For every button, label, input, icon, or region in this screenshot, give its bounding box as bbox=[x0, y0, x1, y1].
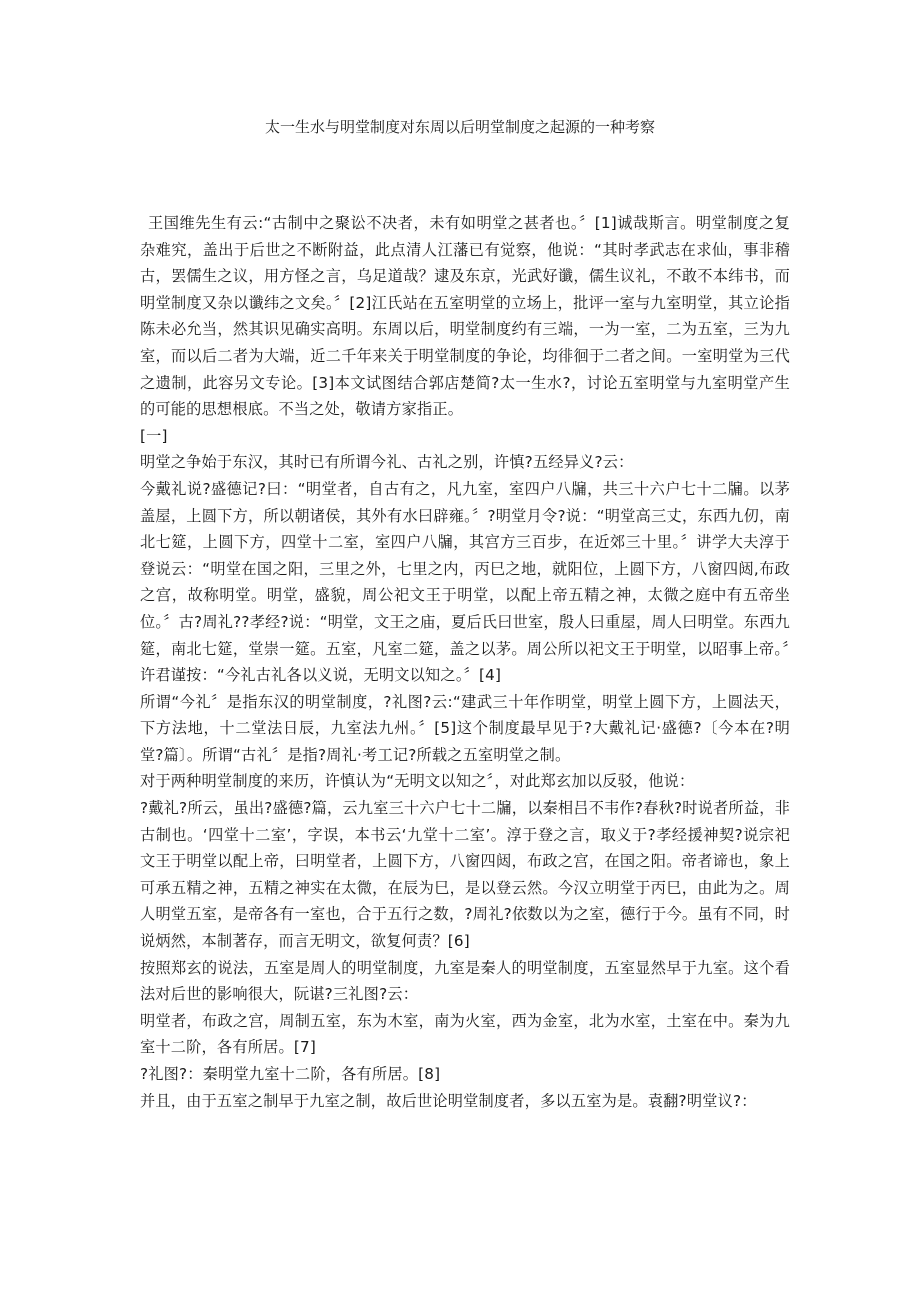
paragraph-7: 按照郑玄的说法，五室是周人的明堂制度，九室是秦人的明堂制度，五室显然早于九室。这个看法对后世的影响很大，阮谌?三礼图?云： bbox=[140, 958, 790, 1004]
paragraph-9: ?礼图?：秦明堂九室十二阶，各有所居。[8] bbox=[140, 1065, 441, 1083]
paragraph-10: 并且，由于五室之制早于九室之制，故后世论明堂制度者，多以五室为是。袁翻?明堂议?： bbox=[140, 1091, 757, 1110]
document-body bbox=[140, 210, 790, 1114]
paragraph-2: 明堂之争始于东汉，其时已有所谓今礼、古礼之别，许慎?五经异义?云： bbox=[140, 453, 634, 472]
paragraph-6: ?戴礼?所云，虽出?盛德?篇，云九室三十六户七十二牖，以秦相吕不韦作?春秋?时说者所益，非古制也。‘四堂十二室’，字误，本书云‘九堂十二室’。淳于登之言，取义于?孝经援神契?说宗祀文王于明堂以配上帝，曰明堂者，上圆下方，八窗四闼，布政之宫，在国之阳。帝者谛也，象上可承五精之神，五精之神实在太微，在辰为巳，是以登云然。今汉立明堂于丙巳，由此为之。周人明堂五室，是帝各有一室也，合于五行之数，?周礼?依数以为之室，德行于今。虽有不同，时说炳然，本制著存，而言无明文，欲复何责？[6] bbox=[140, 799, 790, 951]
document-title: 太一生水与明堂制度对东周以后明堂制度之起源的一种考察 bbox=[264, 118, 655, 136]
paragraph-5: 对于两种明堂制度的来历，许慎认为“无明文以知之〞，对此郑玄加以反驳，他说： bbox=[140, 772, 695, 791]
paragraph-8: 明堂者，布政之宫，周制五室，东为木室，南为火室，西为金室，北为水室，土室在中。秦为九室十二阶，各有所居。[7] bbox=[140, 1011, 790, 1057]
section-heading: [一] bbox=[140, 426, 168, 445]
paragraph-4: 所谓“今礼〞是指东汉的明堂制度，?礼图?云:“建武三十年作明堂，明堂上圆下方，上圆法天，下方法地，十二堂法日辰，九室法九州。〞[5]这个制度最早见于?大戴礼记·盛德?〔今本在?明堂?篇〕。所谓“古礼〞是指?周礼·考工记?所载之五室明堂之制。 bbox=[140, 692, 790, 764]
paragraph-1: 王国维先生有云:“古制中之聚讼不决者，未有如明堂之甚者也。〞[1]诚哉斯言。明堂制度之复杂难究，盖出于后世之不断附益，此点清人江藩已有觉察，他说：“其时孝武志在求仙，事非稽古，罢儒生之议，用方怪之言，乌足道哉？逮及东京，光武好谶，儒生议礼，不敢不本纬书，而明堂制度又杂以谶纬之文矣。〞[2]江氏站在五室明堂的立场上，批评一室与九室明堂，其立论指陈未必允当，然其识见确实高明。东周以后，明堂制度约有三端，一为一室，二为五室，三为九室，而以后二者为大端，近二千年来关于明堂制度的争论，均徘徊于二者之间。一室明堂为三代之遗制，此容另文专论。[3]本文试图结合郭店楚简?太一生水?，讨论五室明堂与九室明堂产生的可能的思想根底。不当之处，敬请方家指正。 bbox=[140, 214, 790, 419]
paragraph-3: 今戴礼说?盛德记?曰：“明堂者，自古有之，凡九室，室四户八牖，共三十六户七十二牖。以茅盖屋，上圆下方，所以朝诸侯，其外有水曰辟雍。〞?明堂月令?说：“明堂高三丈，东西九仞，南北七筵，上圆下方，四堂十二室，室四户八牖，其宫方三百步，在近郊三十里。〞讲学大夫淳于登说云：“明堂在国之阳，三里之外，七里之内，丙巳之地，就阳位，上圆下方，八窗四闼,布政之宫，故称明堂。明堂，盛貌，周公祀文王于明堂，以配上帝五精之神，太微之庭中有五帝坐位。〞古?周礼??孝经?说：“明堂，文王之庙，夏后氏曰世室，殷人曰重屋，周人曰明堂。东西九筵，南北七筵，堂崇一筵。五室，凡室二筵，盖之以茅。周公所以祀文王于明堂，以昭事上帝。〞许君谨按：“今礼古礼各以义说，无明文以知之。〞[4] bbox=[140, 479, 790, 685]
